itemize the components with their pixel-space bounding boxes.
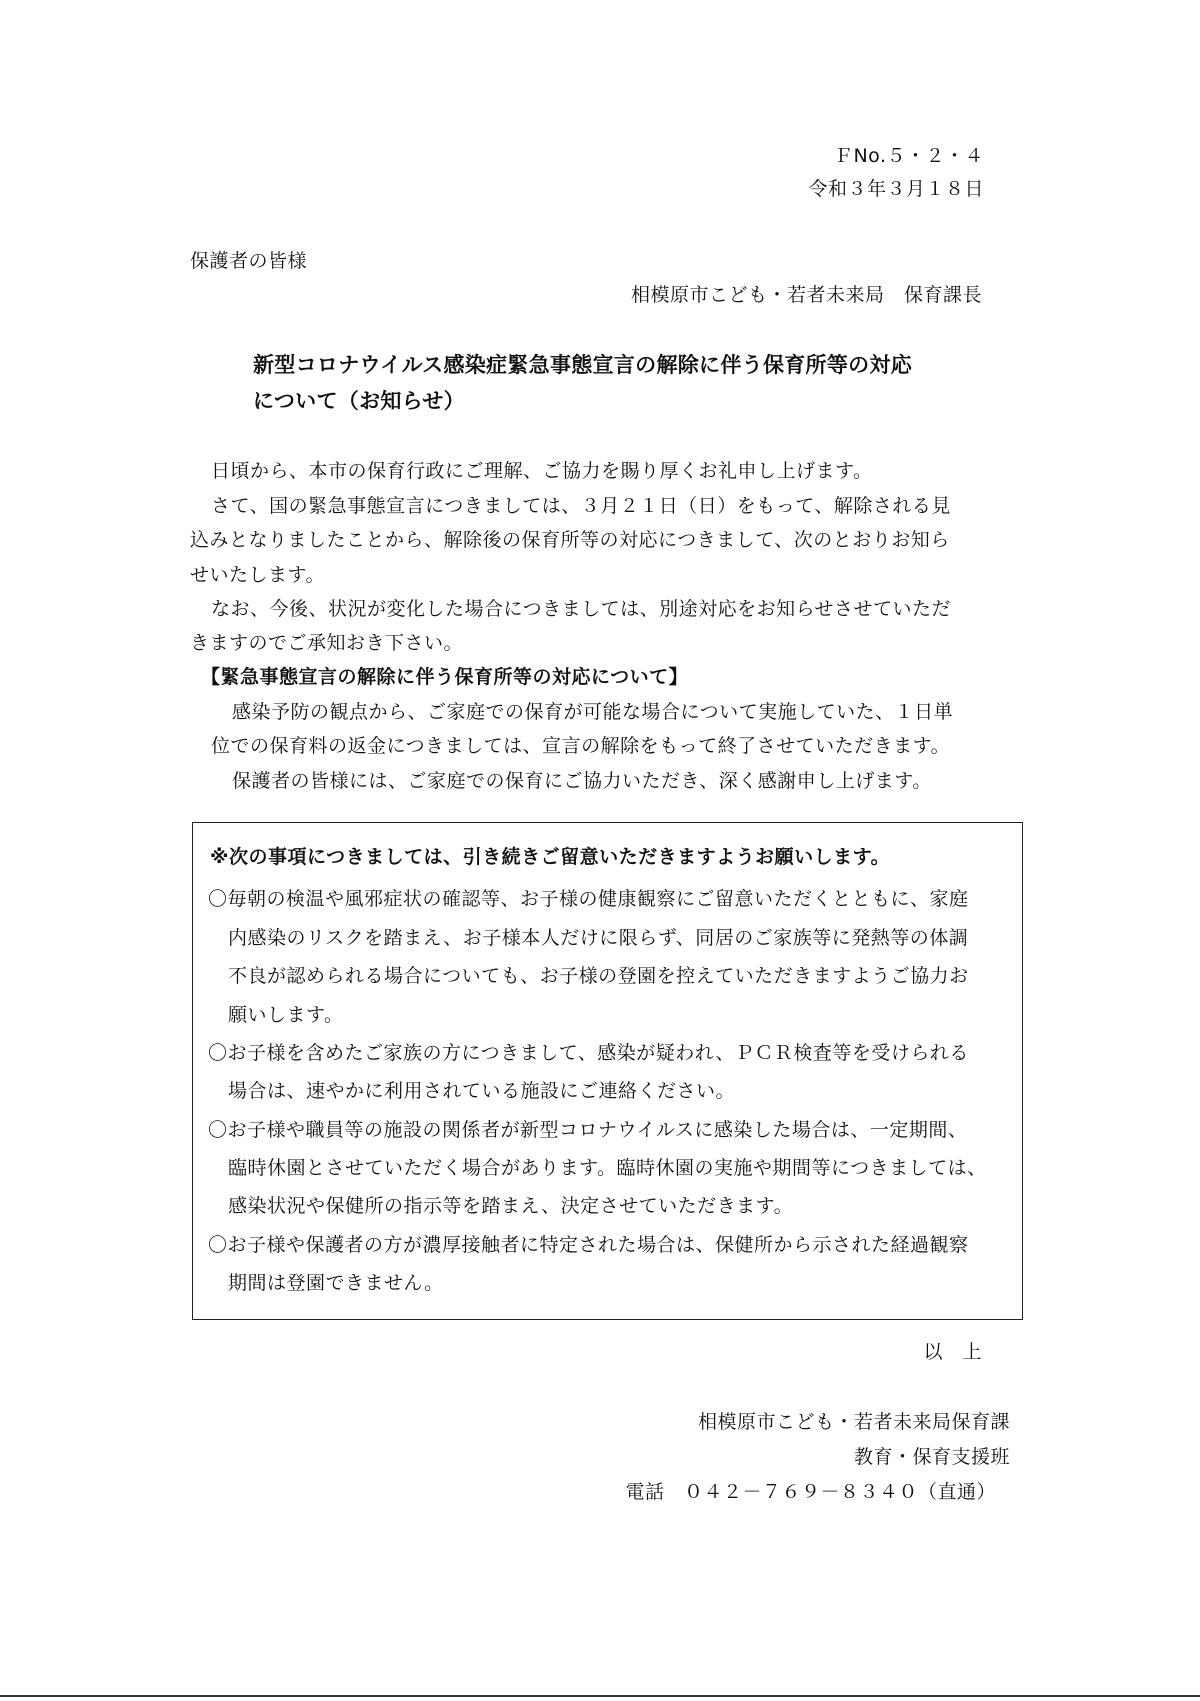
footer-phone: 電話 ０４２－７６９－８３４０（直通）: [625, 1481, 996, 1503]
notice-line: 〇お子様や職員等の施設の関係者が新型コロナウイルスに感染した場合は、一定期間、: [208, 1119, 968, 1141]
notice-line: 願いします。: [228, 1004, 344, 1026]
body-line: せいたします。: [190, 564, 325, 586]
section-heading: 【緊急事態宣言の解除に伴う保育所等の対応について】: [201, 666, 689, 688]
footer-org: 相模原市こども・若者未来局保育課: [697, 1411, 1010, 1433]
body-line: 日頃から、本市の保育行政にご理解、ご協力を賜り厚くお礼申し上げます。: [211, 460, 873, 482]
closing: 以 上: [923, 1341, 982, 1363]
notice-line: 内感染のリスクを踏まえ、お子様本人だけに限らず、同居のご家族等に発熱等の体調: [228, 927, 969, 949]
body-line: きますのでご承知おき下さい。: [190, 632, 464, 654]
footer-team: 教育・保育支援班: [853, 1446, 1010, 1468]
notice-line: 〇毎朝の検温や風邪症状の確認等、お子様の健康観察にご留意いただくとともに、家庭: [208, 888, 969, 910]
section-line: 感染予防の観点から、ご家庭での保育が可能な場合について実施していた、１日単: [232, 701, 954, 723]
body-line: 込みとなりましたことから、解除後の保育所等の対応につきまして、次のとおりお知ら: [190, 529, 950, 551]
sender: 相模原市こども・若者未来局 保育課長: [630, 284, 982, 306]
section-line: 保護者の皆様には、ご家庭での保育にご協力いただき、深く感謝申し上げます。: [232, 770, 932, 792]
notice-line: 不良が認められる場合についても、お子様の登園を控えていただきますようご協力お: [228, 965, 969, 987]
document-date: 令和３年３月１８日: [808, 178, 984, 200]
body-line: さて、国の緊急事態宣言につきましては、３月２１日（日）をもって、解除される見: [211, 495, 951, 517]
title-line-2: について（お知らせ）: [253, 389, 465, 413]
document-number: ＦNo.５・２・４: [833, 145, 984, 167]
recipient: 保護者の皆様: [190, 250, 308, 272]
scan-edge-line: [0, 1695, 1200, 1697]
notice-line: 〇お子様を含めたご家族の方につきまして、感染が疑われ、ＰＣＲ検査等を受けられる: [208, 1042, 969, 1064]
section-line: 位での保育料の返金につきましては、宣言の解除をもって終了させていただきます。: [211, 735, 951, 757]
body-line: なお、今後、状況が変化した場合につきましては、別途対応をお知らせさせていただ: [211, 598, 952, 620]
title-line-1: 新型コロナウイルス感染症緊急事態宣言の解除に伴う保育所等の対応: [253, 353, 913, 377]
notice-line: 臨時休園とさせていただく場合があります。臨時休園の実施や期間等につきましては、: [228, 1157, 987, 1179]
notice-line: 感染状況や保健所の指示等を踏まえ、決定させていただきます。: [228, 1195, 794, 1217]
notice-line: 場合は、速やかに利用されている施設にご連絡ください。: [228, 1080, 736, 1102]
notice-line: 〇お子様や保護者の方が濃厚接触者に特定された場合は、保健所から示された経過観察: [208, 1234, 969, 1256]
notice-heading: ※次の事項につきましては、引き続きご留意いただきますようお願いします。: [210, 846, 891, 868]
notice-line: 期間は登園できません。: [228, 1272, 444, 1294]
